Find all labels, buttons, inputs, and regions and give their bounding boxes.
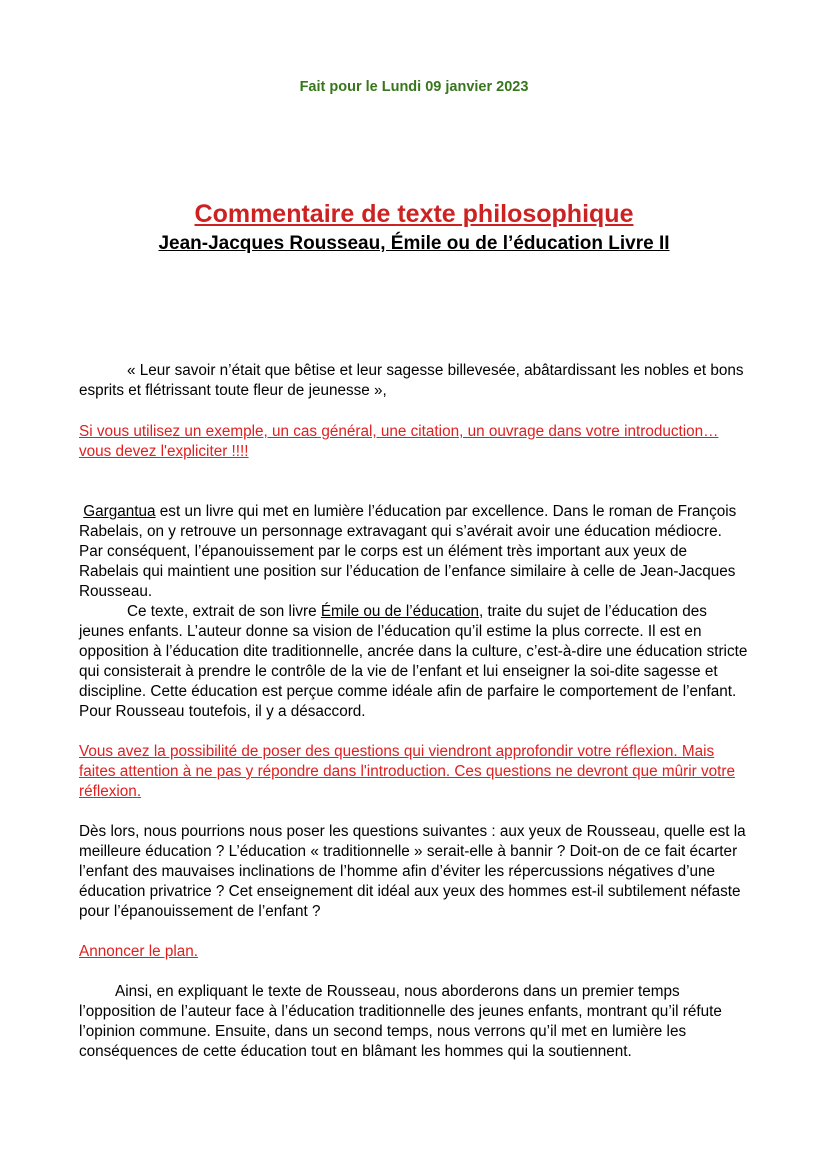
context-after: , traite du sujet de l’éducation des jeunes enfants. L’auteur donne sa vision de l’éducation qu’il estime la plus correcte. Il est en opposition à l’éducation dite traditionnelle, ancrée dans la culture, c’est-à-dire une éducation stricte qui consisterait à prendre le contrôle de la vie de l’enfant et lui enseigner la soi-dite sagesse et discipline. Cette éducation est perçue comme idéale afin de parfaire le comportement de l’enfant. Pour Rousseau toutefois, il y a désaccord. xyxy=(79,603,748,720)
teacher-note-questions: Vous avez la possibilité de poser des questions qui viendront approfondir votre réflexion. Mais faites attention à ne pas y répondre dans l'introduction. Ces questions ne devront que mûrir votre réflexion. xyxy=(79,743,735,800)
teacher-note-plan: Annoncer le plan. xyxy=(79,943,199,960)
gargantua-text: est un livre qui met en lumière l’éducation par excellence. Dans le roman de François Rabelais, on y retrouve un personnage extravagant qui s’avérait avoir une éducation médiocre. Par conséquent, l’épanouissement par le corps est un élément très important aux yeux de Rabelais qui maintient une position sur l’éducation de l’enfance similaire à celle de Jean-Jacques Rousseau. xyxy=(79,503,737,600)
gargantua-paragraph xyxy=(79,502,749,602)
date-header: Fait pour le Lundi 09 janvier 2023 xyxy=(299,79,529,95)
context-paragraph xyxy=(79,602,749,722)
document-subtitle: Jean-Jacques Rousseau, Émile ou de l’éducation Livre II xyxy=(158,233,670,254)
book-title: Émile ou de l’éducation xyxy=(320,603,480,620)
quote-paragraph: « Leur savoir n’était que bêtise et leur sagesse billevesée, abâtardissant les nobles et bons esprits et flétrissant toute fleur de jeunesse », xyxy=(79,362,744,399)
questions-paragraph: Dès lors, nous pourrions nous poser les questions suivantes : aux yeux de Rousseau, quelle est la meilleure éducation ? L’éducation « traditionnelle » serait-elle à bannir ? Doit-on de ce fait écarter l’enfant des mauvaises inclinations de l’homme afin d’éviter les répercussions négatives d’une éducation privatrice ? Cet enseignement dit idéal aux yeux des hommes est-il subtilement néfaste pour l’épanouissement de l’enfant ? xyxy=(79,823,746,920)
context-before: Ce texte, extrait de son livre xyxy=(127,603,321,620)
teacher-note-example: Si vous utilisez un exemple, un cas général, une citation, un ouvrage dans votre introduction… vous devez l'expliciter !!!! xyxy=(79,423,719,460)
gargantua-title: Gargantua xyxy=(83,503,156,520)
plan-paragraph: Ainsi, en expliquant le texte de Rousseau, nous aborderons dans un premier temps l’opposition de l’auteur face à l’éducation traditionnelle des jeunes enfants, montrant qu’il réfute l’opinion commune. Ensuite, dans un second temps, nous verrons qu’il met en lumière les conséquences de cette éducation tout en blâmant les hommes qui la soutiennent. xyxy=(79,983,722,1060)
document-title: Commentaire de texte philosophique xyxy=(194,200,634,228)
